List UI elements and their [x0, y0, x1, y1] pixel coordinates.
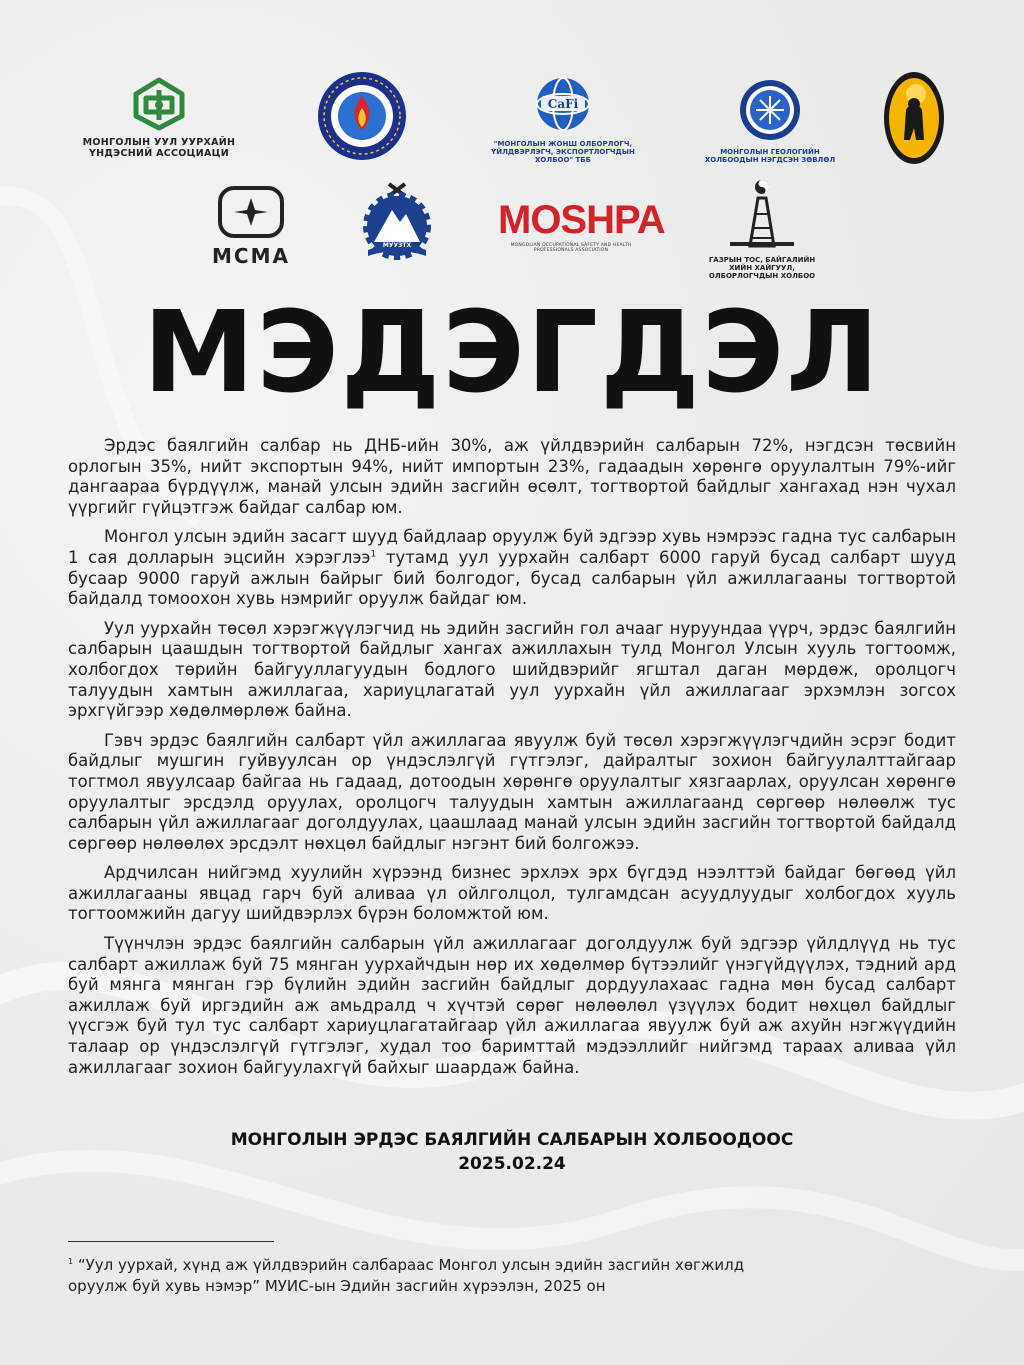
- footnote-number: 1: [68, 1257, 74, 1266]
- logo-caption: МОНГОЛЫН УУЛ УУРХАЙН ҮНДЭСНИЙ АССОЦИАЦИ: [82, 137, 236, 159]
- signature-date: 2025.02.24: [458, 1154, 566, 1174]
- knot-emblem-icon: [128, 76, 190, 132]
- paragraph-rest: тутамд уул уурхайн салбарт 6000 гаруй бусад салбарт шууд бусаар 9000 гаруй ажлын байрыг бий болгодог, бусад салбарын үйл ажиллагааны тогтвортой байдалд томоохон хувь нэмрийг оруулж байдаг юм.: [68, 547, 956, 609]
- paragraph: Уул уурхайн төсөл хэрэгжүүлэгчид нь эдийн засгийн гол ачааг нуруундаа үүрч, эрдэс баялгийн салбарын цаашдын тогтвортой байдлыг хангах ажиллахын тулд Монгол Улсын хууль тогтоомж, холбогдох төрийн байгууллагуудын бодлого шийдвэрийг ягштал даган мөрдөж, оролцогч талуудын хамтын ажиллагаа, хариуцлагатай уул уурхайн үйл ажиллагааг эрхэмлэн зогсох эрхгүйгээр хөдөлмөрлөж байна.: [68, 618, 956, 721]
- logo-geology-council: [704, 78, 836, 164]
- logo-cafi: [484, 76, 642, 164]
- logo-caption: ГАЗРЫН ТОС, БАЙГАЛИЙН ХИЙН ХАЙГУУЛ, ОЛБОРЛОГЧДЫН ХОЛБОО: [708, 256, 816, 281]
- paragraph: Түүнчлэн эрдэс баялгийн салбарын үйл ажиллагааг доголдуулж буй эдгээр үйлдлүүд нь тус салбарт ажиллаж буй 75 мянган уурхайчдын нөр их хөдөлмөр бүтээлийг үнэгүйдүүлэх, тэдний ард буй мянга мянган гэр бүлийн эдийн засгийн байдлыг дордуулахаас гадна мөн бусад салбарт ажиллаж буй иргэдийн аж амьдралд ч хүчтэй сөрөг нөлөөлөл үзүүлэх бодит нөхцөл байдлыг үүсгэж буй тул тус салбарт хариуцлагатайгаар үйл ажиллагаа явуулж буй аж ахуйн нэгжүүдийн талаар ор үндэслэлгүй гүтгэлэг, худал тоо баримттай мэдээллийг нийгэмд тараах аливаа үйл ажиллагааг зохион байгуулахгүй байхыг шаардаж байна.: [68, 934, 956, 1077]
- logo-mcma: [208, 184, 294, 268]
- mcma-star-icon: [216, 184, 286, 240]
- logo-oil-association: [700, 178, 824, 280]
- footnote: [68, 1251, 788, 1297]
- document-title: МЭДЭГДЭЛ: [143, 288, 881, 418]
- paragraph: Ардчилсан нийгэмд хуулийн хүрээнд бизнес эрхлэх эрх бүгдэд нээлттэй байдаг бөгөөд үйл ажиллагааны явцад гарч буй аливаа үл ойлголцол, тулгамдсан асуудлуудыг холбогдох хууль тогтоомжийн дагуу шийдвэрлэх бүрэн боломжтой юм.: [68, 863, 956, 924]
- signature-organization: МОНГОЛЫН ЭРДЭС БАЯЛГИЙН САЛБАРЫН ХОЛБООДООС: [230, 1130, 794, 1150]
- logo-muuzkh: [354, 180, 440, 266]
- logo-moshpa: [498, 198, 665, 253]
- muuzkh-label: МУУЗТХ: [382, 242, 412, 249]
- footnote-divider: [68, 1241, 274, 1242]
- mcma-label: MCMA: [212, 244, 290, 268]
- footnote-text: “Уул уурхай, хүнд аж үйлдвэрийн салбараас Монгол улсын эдийн засгийн хөгжилд оруулж буй хувь нэмэр” МУИС-ын Эдийн засгийн хүрээлэн, 2025 он: [68, 1256, 745, 1295]
- oil-derrick-icon: [722, 178, 802, 250]
- moshpa-wordmark: MOSHPA: [498, 198, 665, 242]
- footnote-marker: 1: [370, 549, 377, 560]
- emblem-year: 2006: [905, 148, 923, 155]
- coal-sector-emblem-icon: [316, 70, 408, 162]
- logo-mongolian-mining-association: [82, 76, 236, 160]
- logo-caption: "МОНГОЛЫН ЖОНШ ОЛБОРЛОГЧ, ҮЙЛДВЭРЛЭГЧ, ЭКСПОРТЛОГЧДЫН ХОЛБОО" ТББ: [491, 140, 635, 165]
- mountain-gear-icon: [354, 180, 440, 262]
- logo-caption: МОНГОЛЫН ГЕОЛОГИЙН ХОЛБООДЫН НЭГДСЭН ЗӨВЛӨЛ: [704, 148, 836, 165]
- paragraph-lead: Монгол улсын эдийн засагт шууд байдлаар оруулж буй эдгээр хувь нэмрээс гадна тус салбарын 1 сая долларын эцсийн хэрэглээ: [68, 527, 956, 567]
- document-body: [68, 436, 956, 1087]
- paragraph: Эрдэс баялгийн салбар нь ДНБ-ийн 30%, аж үйлдвэрийн салбарын 72%, нэгдсэн төсвийн орлогын 35%, нийт экспортын 94%, нийт импортын 23%, гадаадын хөрөнгө оруулалтын 79%-ийг дангаараа бүрдүүлж, манай улсын эдийн засгийн өсөлт, тогтвортой байдлыг хангахад нэн чухал үүргийг гүйцэтгэж байдаг салбар юм.: [68, 436, 956, 517]
- paragraph: Гэвч эрдэс баялгийн салбарт үйл ажиллагаа явуулж буй төсөл хэрэгжүүлэгчдийн эсрэг бодит байдлыг мушгин гуйвуулсан ор үндэслэлгүй гүтгэлэг, дайралтыг зохион байгуулалттайгаар тогтмол явуулсаар байгаа нь гадаад, дотоодын хөрөнгө оруулалтыг хязгаарлах, оруулсан хөрөнгө оруулалтыг эрсдэлд оруулах, оролцогч талуудын хамтын ажиллагаанд сөргөөр нөлөөлж тус салбарын үйл ажиллагааг доголдуулах, цаашлаад манай улсын эдийн засгийн тогтвортой байдалд сөргөөр нөлөөлөх эрсдэлт нөхцөл байдлыг нэгэнт бий болгожээ.: [68, 730, 956, 853]
- geology-globe-icon: [738, 78, 802, 142]
- moshpa-subtitle: MONGOLIAN OCCUPATIONAL SAFETY AND HEALTH PROFESSIONALS ASSOCIATION: [510, 243, 632, 253]
- paragraph: [68, 527, 956, 609]
- cafi-abbreviation: CaFi: [547, 97, 579, 111]
- logo-miners-emblem: [882, 70, 946, 170]
- logo-coal-sector: [316, 70, 408, 166]
- signature-block: [0, 1128, 1024, 1176]
